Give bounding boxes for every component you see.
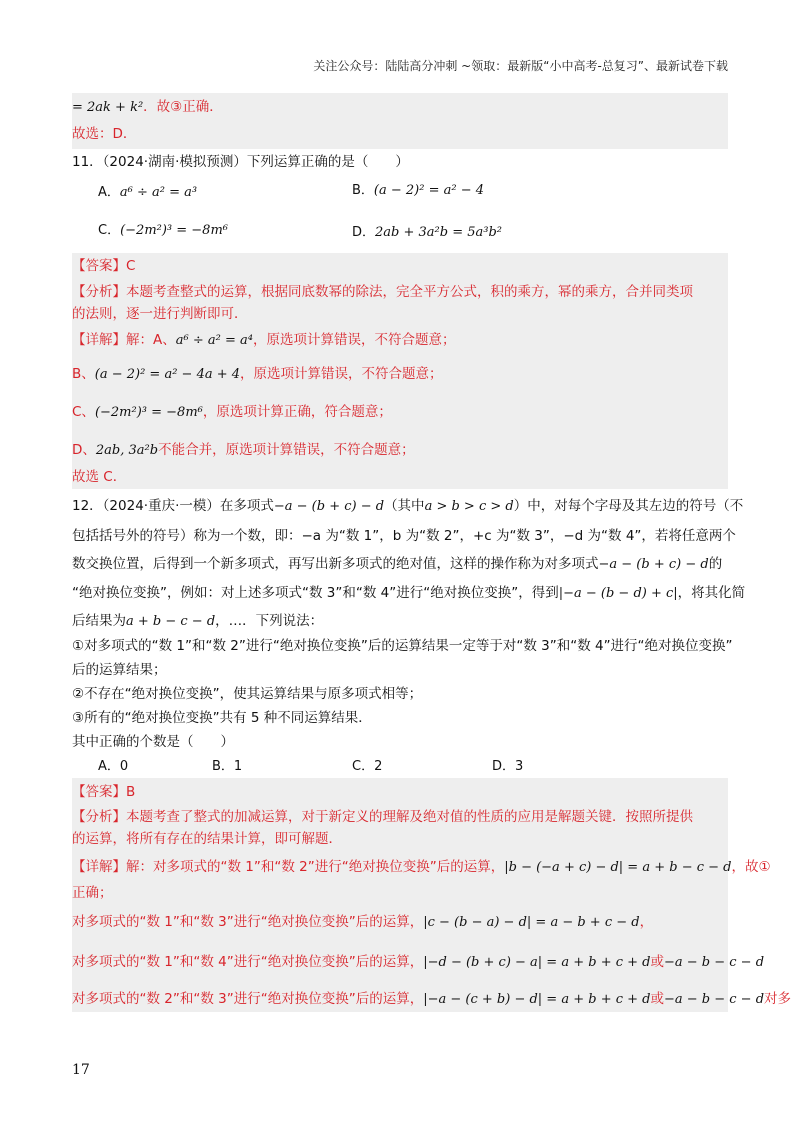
q12-detail-line-2: 对多项式的“数 1”和“数 3”进行“绝对换位变换”后的运算，|c − (b − a) − d| = a − b + c − d，: [72, 914, 654, 930]
q12-stem-line-2: 包括括号外的符号）称为一个数，即：−a 为“数 1”，b 为“数 2”，+c 为“数 3”，−d 为“数 4”，若将任意两个: [72, 528, 736, 544]
q11-choice: 故选 C．: [72, 469, 127, 485]
q11-option-c: C．(−2m²)³ = −8m⁶: [98, 223, 228, 238]
q11-option-a: A．a⁶ ÷ a² = a³: [98, 185, 198, 200]
q12-stem-line-3: 数交换位置，后得到一个新多项式，再写出新多项式的绝对值，这样的操作称为对多项式−a − (b + c) − d的: [72, 556, 723, 572]
q12-statement-3: ③所有的“绝对换位变换”共有 5 种不同运算结果．: [72, 710, 372, 726]
q12-option-a: A．0: [98, 759, 129, 774]
page-number: 17: [72, 1062, 90, 1078]
q12-detail-line-3: 对多项式的“数 1”和“数 4”进行“绝对换位变换”后的运算，|−d − (b + c) − a| = a + b + c + d或−a − b − c − d: [72, 954, 765, 970]
q12-option-b: B．1: [212, 759, 243, 774]
q12-stem-line-1: 12．（2024·重庆·一模）在多项式−a − (b + c) − d（其中a > b > c > d）中，对每个字母及其左边的符号（不: [72, 498, 744, 514]
q11-option-b: B．(a − 2)² = a² − 4: [352, 183, 485, 198]
q12-detail-line-1: 【详解】解：对多项式的“数 1”和“数 2”进行“绝对换位变换”后的运算，|b − (−a + c) − d| = a + b − c − d，故①: [72, 859, 771, 875]
q11-detail-d: D、2ab, 3a²b不能合并，原选项计算错误，不符合题意；: [72, 442, 415, 458]
q12-stem-line-4: “绝对换位变换”，例如：对上述多项式“数 3”和“数 4”进行“绝对换位变换”，得到|−a − (b − d) + c|，将其化简: [72, 585, 746, 601]
q11-detail-b: B、(a − 2)² = a² − 4a + 4，原选项计算错误，不符合题意；: [72, 366, 443, 382]
q12-answer: 【答案】B: [72, 784, 136, 800]
q12-stem-line-5: 后结果为a + b − c − d，…．下列说法：: [72, 613, 324, 629]
page-header: 关注公众号：陆陆高分冲刺 ~领取：最新版“小中高考-总复习”、最新试卷下载: [313, 59, 728, 73]
q12-analysis-line-2: 的运算，将所有存在的结果计算，即可解题．: [72, 831, 342, 847]
q11-answer: 【答案】C: [72, 258, 136, 274]
q11-analysis-line-1: 【分析】本题考查整式的运算，根据同底数幂的除法，完全平方公式，积的乘方，幂的乘方，合并同类项: [72, 284, 693, 300]
q11-detail-c: C、(−2m²)³ = −8m⁶，原选项计算正确，符合题意；: [72, 404, 392, 420]
q12-statement-1-line-2: 后的运算结果；: [72, 662, 167, 678]
q12-option-c: C．2: [352, 759, 383, 774]
q12-question: 其中正确的个数是（ ）: [72, 734, 234, 750]
q12-detail-line-4: 对多项式的“数 2”和“数 3”进行“绝对换位变换”后的运算，|−a − (c + b) − d| = a + b + c + d或−a − b − c − d对多: [72, 991, 792, 1007]
q12-option-d: D．3: [492, 759, 524, 774]
q12-analysis-line-1: 【分析】本题考查了整式的加减运算，对于新定义的理解及绝对值的性质的应用是解题关键．按照所提供: [72, 809, 693, 825]
previous-solution-choice: 故选：D．: [72, 126, 137, 142]
q12-detail-line-1-cont: 正确；: [72, 885, 113, 901]
previous-solution-line-1: = 2ak + k²．故③正确．: [72, 99, 223, 115]
q11-analysis-line-2: 的法则，逐一进行判断即可．: [72, 306, 248, 322]
q11-option-d: D．2ab + 3a²b = 5a³b²: [352, 225, 502, 240]
q12-statement-1-line-1: ①对多项式的“数 1”和“数 2”进行“绝对换位变换”后的运算结果一定等于对“数 3”和“数 4”进行“绝对换位变换”: [72, 638, 733, 654]
q11-stem: 11．（2024·湖南·模拟预测）下列运算正确的是（ ）: [72, 154, 409, 170]
q11-detail-a: 【详解】解：A、a⁶ ÷ a² = a⁴，原选项计算错误，不符合题意；: [72, 332, 456, 348]
q12-statement-2: ②不存在“绝对换位变换”，使其运算结果与原多项式相等；: [72, 686, 423, 702]
